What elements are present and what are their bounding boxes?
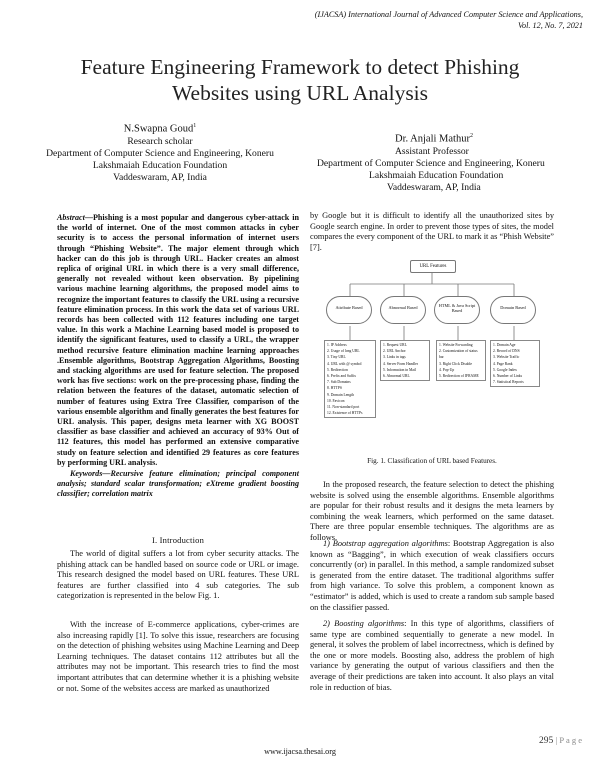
author-1-block [40,120,280,184]
paper-title [0,54,600,106]
feature-list-item: 1. Request URL [383,343,407,347]
keywords [57,469,299,500]
bagging-text: : Bootstrap Aggregation is also known as “Bagging”, in which execution of weak classifiers occurs concurrently (or) in parallel. In this method, a sample randomized subset is generated from the entire dataset. The traditional algorithms suffer from high variance. To solve this problem, a component known as “estimator” is added, which is used to create a random sub sample based on the classifier passed. [310,539,554,612]
right-paragraph-0 [310,211,554,253]
author-1-role: Research scholar [127,135,193,147]
root-node: URL Features [410,260,456,273]
feature-list-item: 6. Number of Links [493,374,523,379]
feature-list-item: 7. Statistical Reports [493,380,524,385]
feature-list-item: 6. Abnormal URL [383,374,410,379]
author-2-role: Assistant Professor [395,145,469,157]
author-2-foundation: Lakshmaiah Education Foundation [369,169,504,181]
author-1-dept: Department of Computer Science and Engineering, Koneru [46,147,274,159]
boosting-label: 2) Boosting algorithms [323,619,405,628]
author-1-place: Vaddeswaram, AP, India [113,171,207,183]
category-abnormal: Abnormal Based [380,296,426,324]
category-html-js: HTML & Java Script Based [434,296,480,324]
feature-list-item: 2. URL Anchor [383,349,406,354]
feature-list-item: 1. Domain Age [493,343,516,347]
right-paragraph-3 [310,619,554,693]
feature-list-item: 3. Links in tags [383,355,406,360]
section-heading-introduction: I. Introduction [151,535,205,545]
feature-list-item: 3. Tiny URL [327,355,346,360]
list-abnormal-features [380,340,430,381]
intro-p2-text: With the increase of E-commerce applications, cyber-crimes are also increasing rapidly [1]. To solve this issue, researchers are focusing on the detection of phishing websites using Machine Learning and Deep Learning techniques. The dataset contains 112 attributes but all the attributes may not be important. This research tries to find the most important attributes that can determine whether it is a phishing website or not. Some of the websites access are marked as unauthorized [57,620,299,693]
intro-paragraph-2 [57,620,299,694]
feature-list-item: 5. Information in Mail [383,367,416,372]
feature-list-item: 4. Server Form Handler [383,361,419,366]
feature-list-item: 12. Existence of HTTPs [327,411,363,416]
bagging-label: 1) Bootstrap aggregation algorithms [323,539,448,548]
journal-name: (IJACSA) International Journal of Advanced Computer Science and Applications, [314,10,583,19]
feature-list-item: 9. Domain Length [327,392,354,397]
page-number [539,735,582,746]
feature-list-item: 5. Google Index [493,367,517,372]
right-p1-text: In the proposed research, the feature selection to detect the phishing website is solved using the ensemble algorithms. Ensemble algorithms are popular for their robust results and it designs the meta learners by combining the weak learners, which performed on the same dataset. There are three popular ensemble techniques. The algorithms are as follows. [310,480,554,542]
feature-list-item: 3. Website Traffic [493,355,520,360]
author-2-name: Dr. Anjali Mathur$^2$ [395,133,473,145]
figure-1-caption: Fig. 1. Classification of URL based Features. [367,457,497,465]
author-1-foundation: Lakshmaiah Education Foundation [92,159,228,171]
title-line-1: Feature Engineering Framework to detect Phishing [80,55,520,79]
author-1-name: N.Swapna Goud$^1$ [123,123,197,135]
author-2-dept: Department of Computer Science and Engineering, Koneru [317,157,545,169]
category-attribute: Attribute Based [326,296,372,324]
journal-volume: Vol. 12, No. 7, 2021 [517,21,583,30]
journal-header [315,9,583,31]
feature-list-item: 3. Right Click Disable [439,361,472,366]
feature-list-item: 11. Non-standard port [327,405,360,410]
feature-list-item: 2. Usage of long URL [327,349,360,354]
right-paragraph-1 [310,480,554,544]
list-html-js-features [436,340,486,381]
abstract-text: —Phishing is a most popular and dangerous cyber-attack in the world of internet. One of the most common attacks in cyber security is to access the personal information of internet users through “Phishing Website”. The major element through which hacker can do this job is through URL. Hacker creates an almost replica of original URL in which there is a very small difference, generally not revealed without keen observation. By pipelining various machine learning algorithms, the proposed model aims to recognize the important features to classify the URL using a recursive feature elimination process. In this work the data set of various URL records has been collected with 112 features including one target value. In this work a Machine Learning based model is proposed to identify the significant features, used to classify a URL, the wrapper method recursive feature elimination machine learning approaches .Ensemble algorithms, Bootstrap Aggregation Algorithms, Boosting and stacking algorithms are used for feature selection. The proposed work has five sections: work on the pre-processing phase, finding the relation between the features of the dataset, automatic selection of number of features using Extra Tree Classifier, comparison of the various ensemble algorithm and finally generates the best features for URL analysis. This paper, designs meta learner with XG BOOST classifier as base classifier and achieved an accuracy of 93% Out of 112 features, this model has performed an extensive comparative study on feature selection and identified 29 features as core features by performing URL analysis. [57,213,299,467]
feature-list-item: 1. IP Address [327,343,347,347]
intro-paragraph-1 [57,549,299,602]
author-2-place: Vaddeswaram, AP, India [387,181,481,193]
feature-list-item: 7. Sub Domains [327,380,351,385]
boosting-text: : In this type of algorithms, classifiers of same type are combined sequentially to generate a new model. In general, it solves the problem of label incorrectness, which is defined by the one or more models. Boosting also, address the problem of high variance by generating the output of various classifiers and then the average of their predictions are taken into account. It also plays an vital role in reduction of bias. [310,619,554,692]
list-domain-features [490,340,540,387]
abstract-label: Abstract [57,213,85,222]
page-label: | P a g e [555,735,582,745]
keywords-text: —Recursive feature elimination; principal component analysis; standard scalar transformation; eXtreme gradient boosting classifier; correlation matrix [57,469,299,499]
feature-list-item: 2. Customization of status bar [439,349,478,360]
category-domain: Domain Based [490,296,536,324]
feature-list-item: 5. Redirection [327,367,348,372]
footer-url: www.ijacsa.thesai.org [264,747,336,756]
page-number-value: 295 [538,736,554,746]
author-2-block [317,130,557,194]
feature-list-item: 8. HTTPS [327,386,342,391]
right-p0-text: by Google but it is difficult to identify all the unauthorized sites by Google search engine. In order to prevent those types of sites, the model compares the every component of the URL to mark it as “Phish Website” [7]. [310,211,555,252]
feature-list-item: 5. Redirection of IFRAME [439,374,479,379]
title-line-2: Websites using URL Analysis [171,81,429,105]
feature-list-item: 4. Page Rank [493,361,513,366]
figure-1-diagram [318,258,546,448]
feature-list-item: 2. Record of DNS [493,349,520,354]
feature-list-item: 4. Pop-Up [439,367,455,372]
feature-list-item: 1. Website Forwarding [439,343,473,347]
abstract [57,213,299,468]
right-paragraph-2 [310,539,554,613]
intro-p1-text: The world of digital suffers a lot from cyber security attacks. The phishing attack can be handled based on source code or URL or image. This research designed the model based on URL features. These URL features are further classified into 4 sub categories. The sub categorization is represented in the below Fig. 1. [57,549,299,601]
list-attribute-features [324,340,376,418]
keywords-label: Keywords [70,469,103,478]
feature-list-item: 10. Favicon [327,398,345,403]
feature-list-item: 6. Prefix and Suffix [327,374,357,379]
feature-list-item: 4. URL with @ symbol [327,361,362,366]
